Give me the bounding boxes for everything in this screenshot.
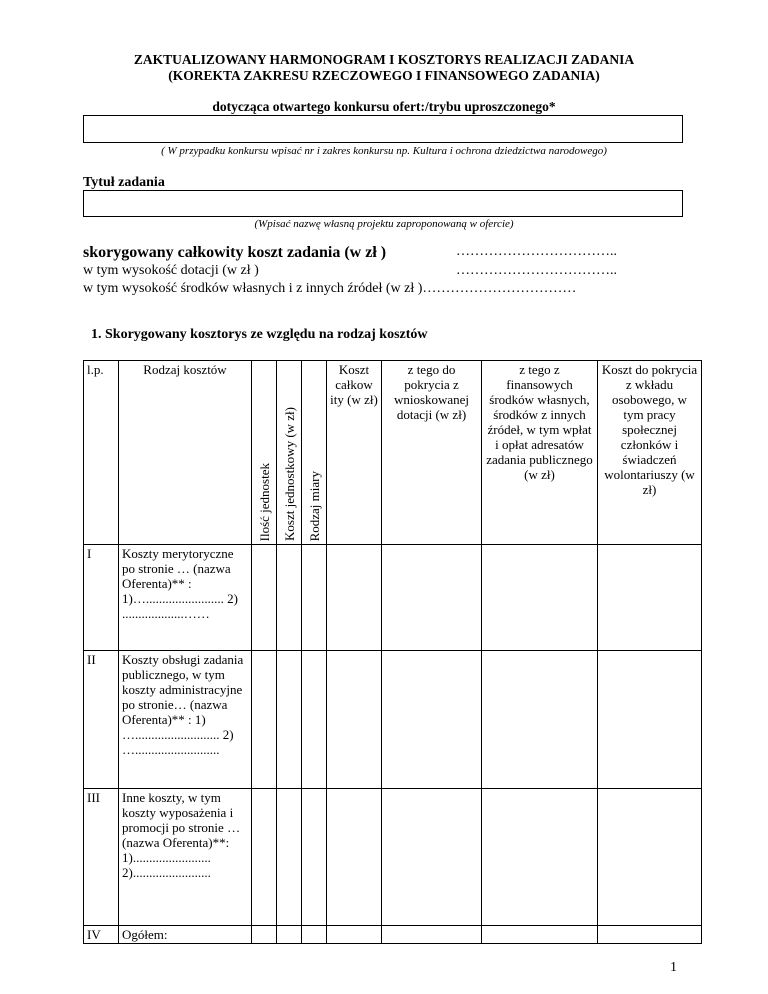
cell-unit-cost[interactable] [277,651,302,789]
contest-note: ( W przypadku konkursu wpisać nr i zakres konkursu np. Kultura i ochrona dziedzictwa narodowego) [161,145,607,157]
cell-unit-cost[interactable] [277,545,302,651]
cell-inkind[interactable] [598,789,702,926]
total-cost-label: skorygowany całkowity koszt zadania (w zł ) [83,244,387,261]
cell-grant[interactable] [382,789,482,926]
cell-grant[interactable] [382,545,482,651]
task-title-input-box[interactable] [83,190,683,217]
cell-unit-cost[interactable] [277,789,302,926]
cell-inkind[interactable] [598,926,702,944]
row-lp: II [84,651,119,789]
table-row [84,545,702,651]
task-title-label: Tytuł zadania [83,175,165,190]
cell-own[interactable] [482,545,598,651]
cell-units[interactable] [252,926,277,944]
header-inkind: Koszt do pokrycia z wkładu osobowego, w tym pracy społecznej członków i świadczeń wolontariuszy (w zł) [598,361,702,545]
header-cost-type: Rodzaj kosztów [119,361,252,545]
own-funds-line: w tym wysokość środków własnych i z innych źródeł (w zł )…………………………… [83,281,577,296]
table-row [84,926,702,944]
table-row [84,651,702,789]
cell-unit-cost[interactable] [277,926,302,944]
cell-inkind[interactable] [598,651,702,789]
grant-dots[interactable]: …………………………….. [456,263,617,278]
cell-measure[interactable] [302,926,327,944]
grant-label: w tym wysokość dotacji (w zł ) [83,263,259,278]
cost-table [83,360,702,944]
page-number: 1 [670,960,677,975]
table-row [84,789,702,926]
section-title: 1. Skorygowany kosztorys ze względu na rodzaj kosztów [91,327,428,342]
header-lp: l.p. [84,361,119,545]
row-lp: I [84,545,119,651]
header-own-funds: z tego z finansowych środków własnych, środków z innych źródeł, w tym wpłat i opłat adresatów zadania publicznego (w zł) [482,361,598,545]
header-unit-cost: Koszt jednostkowy (w zł) [277,361,302,545]
header-units: Ilość jednostek [252,361,277,545]
task-note: (Wpisać nazwę własną projektu zaproponowaną w ofercie) [254,218,514,230]
contest-input-box[interactable] [83,115,683,143]
cell-units[interactable] [252,651,277,789]
header-grant: z tego do pokrycia z wnioskowanej dotacji (w zł) [382,361,482,545]
cell-grant[interactable] [382,926,482,944]
cell-measure[interactable] [302,545,327,651]
cell-total[interactable] [327,545,382,651]
row-cost-type: Koszty obsługi zadania publicznego, w tym koszty administracyjne po stronie… (nazwa Oferenta)** : 1) ….......................... 2) ….......................... [119,651,252,789]
row-cost-type: Ogółem: [119,926,252,944]
cell-measure[interactable] [302,651,327,789]
table-header-row [84,361,702,545]
cell-own[interactable] [482,926,598,944]
header-total-cost: Koszt całkow ity (w zł) [327,361,382,545]
cell-measure[interactable] [302,789,327,926]
document-title: ZAKTUALIZOWANY HARMONOGRAM I KOSZTORYS REALIZACJI ZADANIA (KOREKTA ZAKRESU RZECZOWEGO I FINANSOWEGO ZADANIA) [133,52,635,83]
contest-label: dotycząca otwartego konkursu ofert:/trybu uproszczonego* [212,99,556,114]
cell-grant[interactable] [382,651,482,789]
cell-own[interactable] [482,789,598,926]
header-measure: Rodzaj miary [302,361,327,545]
row-lp: III [84,789,119,926]
row-lp: IV [84,926,119,944]
row-cost-type: Inne koszty, w tym koszty wyposażenia i promocji po stronie … (nazwa Oferenta)**: 1)........................ 2)........................ [119,789,252,926]
cell-units[interactable] [252,545,277,651]
cell-total[interactable] [327,651,382,789]
cell-inkind[interactable] [598,545,702,651]
row-cost-type: Koszty merytoryczne po stronie … (nazwa Oferenta)** : 1)…........................ 2) ...................…… [119,545,252,651]
cell-total[interactable] [327,926,382,944]
cell-own[interactable] [482,651,598,789]
cell-total[interactable] [327,789,382,926]
total-cost-dots[interactable]: …………………………….. [456,244,617,259]
cell-units[interactable] [252,789,277,926]
